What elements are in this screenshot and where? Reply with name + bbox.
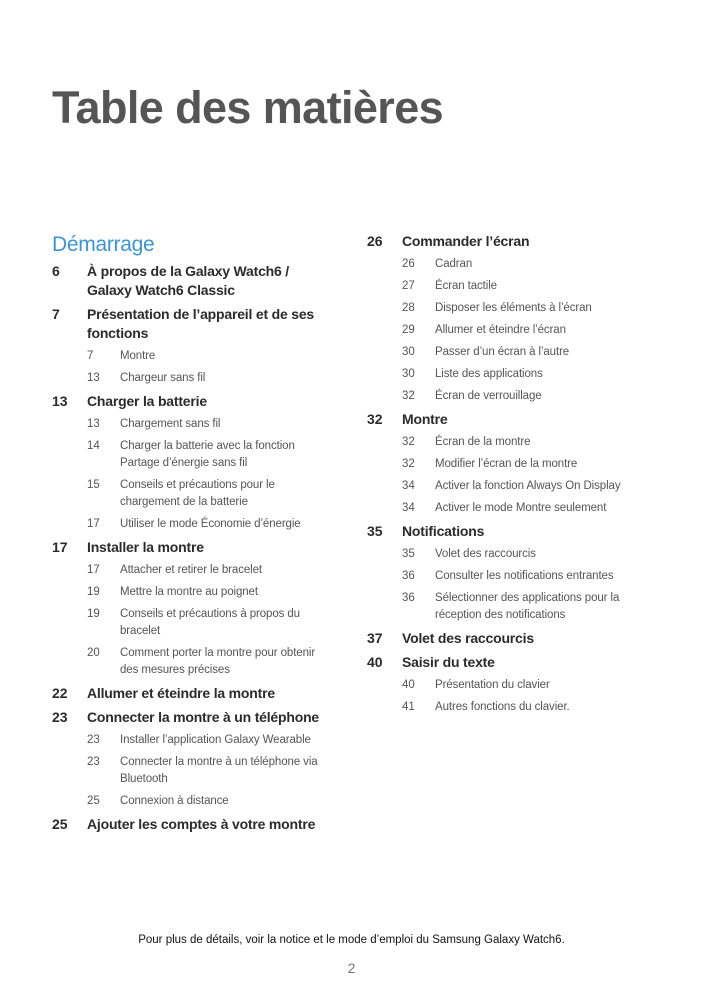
toc-subentry-title: Comment porter la montre pour obtenir des mesures précises [120, 647, 316, 676]
toc-subentry-page-number: 13 [87, 372, 100, 384]
toc-subentry-title: Consulter les notifications entrantes [435, 570, 614, 582]
toc-subentry-title: Allumer et éteindre l’écran [435, 324, 566, 336]
toc-subentry-page-number: 7 [87, 350, 94, 362]
toc-subentry-title: Activer la fonction Always On Display [435, 480, 621, 492]
toc-subentry-title: Autres fonctions du clavier. [435, 701, 570, 713]
toc-subentry-title: Modifier l’écran de la montre [435, 458, 578, 470]
toc-subentry-page-number: 35 [402, 548, 415, 560]
toc-subentry-title: Écran tactile [435, 280, 497, 292]
toc-subentry-page-number: 32 [402, 436, 415, 448]
toc-entry-title: Montre [402, 411, 448, 427]
toc-entry[interactable] [52, 815, 332, 834]
section-heading: Démarrage [52, 233, 155, 256]
toc-subentry[interactable] [52, 370, 332, 387]
toc-entry[interactable] [52, 684, 332, 703]
toc-subentry[interactable] [52, 732, 332, 749]
toc-left-column [52, 231, 332, 839]
toc-entry-page-number: 32 [367, 411, 383, 427]
toc-entry[interactable] [52, 305, 332, 343]
toc-subentry-page-number: 32 [402, 458, 415, 470]
toc-entry-page-number: 25 [52, 816, 68, 832]
toc-subentry-title: Disposer les éléments à l’écran [435, 302, 592, 314]
toc-subentry[interactable] [52, 516, 332, 533]
toc-subentry-page-number: 41 [402, 701, 415, 713]
toc-entry-title: Volet des raccourcis [402, 630, 534, 646]
toc-subentry-page-number: 15 [87, 479, 100, 491]
toc-subentry-page-number: 20 [87, 647, 100, 659]
footer-note: Pour plus de détails, voir la notice et le mode d’emploi du Samsung Galaxy Watch6. [138, 934, 565, 946]
toc-entry-page-number: 17 [52, 539, 68, 555]
toc-subentry-page-number: 34 [402, 480, 415, 492]
toc-subentry-title: Cadran [435, 258, 473, 270]
toc-subentry-page-number: 19 [87, 608, 100, 620]
toc-entry-title: Notifications [402, 523, 485, 539]
toc-subentry[interactable] [367, 456, 667, 473]
toc-entry-page-number: 22 [52, 685, 68, 701]
toc-subentry-title: Chargeur sans fil [120, 372, 206, 384]
toc-subentry-title: Conseils et précautions à propos du bracelet [120, 608, 300, 637]
toc-subentry[interactable] [367, 677, 667, 694]
toc-subentry-title: Liste des applications [435, 368, 543, 380]
toc-entry-page-number: 13 [52, 393, 68, 409]
toc-subentry[interactable] [367, 388, 667, 405]
toc-subentry-page-number: 29 [402, 324, 415, 336]
toc-subentry-title: Utiliser le mode Économie d’énergie [120, 518, 301, 530]
toc-subentry[interactable] [52, 416, 332, 433]
toc-subentry-title: Écran de la montre [435, 436, 531, 448]
toc-subentry[interactable] [52, 754, 332, 788]
toc-subentry-title: Activer le mode Montre seulement [435, 502, 607, 514]
toc-subentry-title: Sélectionner des applications pour la réception des notifications [435, 592, 620, 621]
toc-subentry[interactable] [367, 300, 667, 317]
toc-subentry-page-number: 26 [402, 258, 415, 270]
toc-subentry-title: Mettre la montre au poignet [120, 586, 258, 598]
toc-entry-page-number: 37 [367, 630, 383, 646]
toc-subentry-title: Attacher et retirer le bracelet [120, 564, 262, 576]
page-title: Table des matières [52, 82, 444, 133]
toc-subentry[interactable] [367, 344, 667, 361]
toc-subentry[interactable] [367, 322, 667, 339]
toc-subentry[interactable] [367, 256, 667, 273]
toc-entry[interactable] [52, 538, 332, 557]
toc-entry[interactable] [52, 262, 332, 300]
toc-subentry[interactable] [52, 562, 332, 579]
page-number: 2 [347, 960, 356, 976]
toc-entry-page-number: 6 [52, 263, 60, 279]
toc-subentry-page-number: 36 [402, 592, 415, 604]
toc-subentry-title: Volet des raccourcis [435, 548, 536, 560]
toc-subentry-page-number: 28 [402, 302, 415, 314]
toc-subentry[interactable] [367, 500, 667, 517]
toc-subentry[interactable] [52, 477, 332, 511]
toc-entry-title: Installer la montre [87, 539, 204, 555]
toc-subentry-page-number: 17 [87, 564, 100, 576]
toc-entry-page-number: 35 [367, 523, 383, 539]
toc-subentry[interactable] [367, 478, 667, 495]
toc-subentry-page-number: 30 [402, 368, 415, 380]
toc-subentry[interactable] [52, 584, 332, 601]
toc-entry[interactable] [367, 653, 667, 672]
toc-entry[interactable] [367, 410, 667, 429]
toc-subentry-page-number: 19 [87, 586, 100, 598]
toc-entry[interactable] [52, 392, 332, 411]
toc-subentry[interactable] [367, 590, 667, 624]
toc-subentry-page-number: 17 [87, 518, 100, 530]
toc-entry-title: Allumer et éteindre la montre [87, 685, 275, 701]
toc-entry-title: Ajouter les comptes à votre montre [87, 816, 316, 832]
toc-subentry-title: Présentation du clavier [435, 679, 550, 691]
toc-subentry[interactable] [52, 645, 332, 679]
toc-subentry[interactable] [367, 434, 667, 451]
toc-subentry-title: Connexion à distance [120, 795, 229, 807]
toc-entry[interactable] [367, 629, 667, 648]
toc-subentry-page-number: 14 [87, 440, 100, 452]
toc-entry[interactable] [367, 232, 667, 251]
toc-entry-title: Connecter la montre à un téléphone [87, 709, 320, 725]
toc-subentry-title: Conseils et précautions pour le chargement de la batterie [120, 479, 275, 508]
toc-subentry-page-number: 23 [87, 756, 100, 768]
toc-entry-page-number: 7 [52, 306, 60, 322]
toc-subentry-title: Charger la batterie avec la fonction Partage d’énergie sans fil [120, 440, 295, 469]
toc-subentry[interactable] [367, 278, 667, 295]
toc-subentry[interactable] [52, 438, 332, 472]
toc-subentry[interactable] [52, 348, 332, 365]
toc-subentry-title: Connecter la montre à un téléphone via Bluetooth [120, 756, 318, 785]
toc-subentry-page-number: 32 [402, 390, 415, 402]
toc-subentry[interactable] [367, 546, 667, 563]
toc-entry[interactable] [52, 708, 332, 727]
toc-entry-title: Commander l’écran [402, 233, 530, 249]
toc-subentry[interactable] [52, 793, 332, 810]
toc-subentry-page-number: 13 [87, 418, 100, 430]
toc-right-column [367, 232, 667, 721]
toc-subentry-title: Chargement sans fil [120, 418, 221, 430]
toc-entry-page-number: 23 [52, 709, 68, 725]
toc-subentry-page-number: 23 [87, 734, 100, 746]
toc-subentry-title: Installer l’application Galaxy Wearable [120, 734, 311, 746]
toc-entry-title: Saisir du texte [402, 654, 495, 670]
toc-entry-page-number: 26 [367, 233, 383, 249]
toc-subentry[interactable] [52, 606, 332, 640]
toc-subentry[interactable] [367, 366, 667, 383]
toc-subentry-page-number: 30 [402, 346, 415, 358]
toc-entry-page-number: 40 [367, 654, 383, 670]
toc-subentry-title: Passer d’un écran à l’autre [435, 346, 570, 358]
toc-subentry-page-number: 27 [402, 280, 415, 292]
toc-subentry-page-number: 25 [87, 795, 100, 807]
toc-list-left [52, 262, 332, 834]
toc-subentry-title: Écran de verrouillage [435, 390, 542, 402]
toc-subentry-title: Montre [120, 350, 156, 362]
toc-subentry-page-number: 34 [402, 502, 415, 514]
toc-entry-title: Présentation de l’appareil et de ses fonctions [87, 306, 314, 341]
toc-subentry[interactable] [367, 568, 667, 585]
toc-entry-title: Charger la batterie [87, 393, 207, 409]
toc-subentry[interactable] [367, 699, 667, 716]
toc-entry[interactable] [367, 522, 667, 541]
toc-entry-title: À propos de la Galaxy Watch6 / Galaxy Watch6 Classic [87, 263, 289, 298]
toc-subentry-page-number: 36 [402, 570, 415, 582]
toc-list-right [367, 232, 667, 716]
toc-subentry-page-number: 40 [402, 679, 415, 691]
